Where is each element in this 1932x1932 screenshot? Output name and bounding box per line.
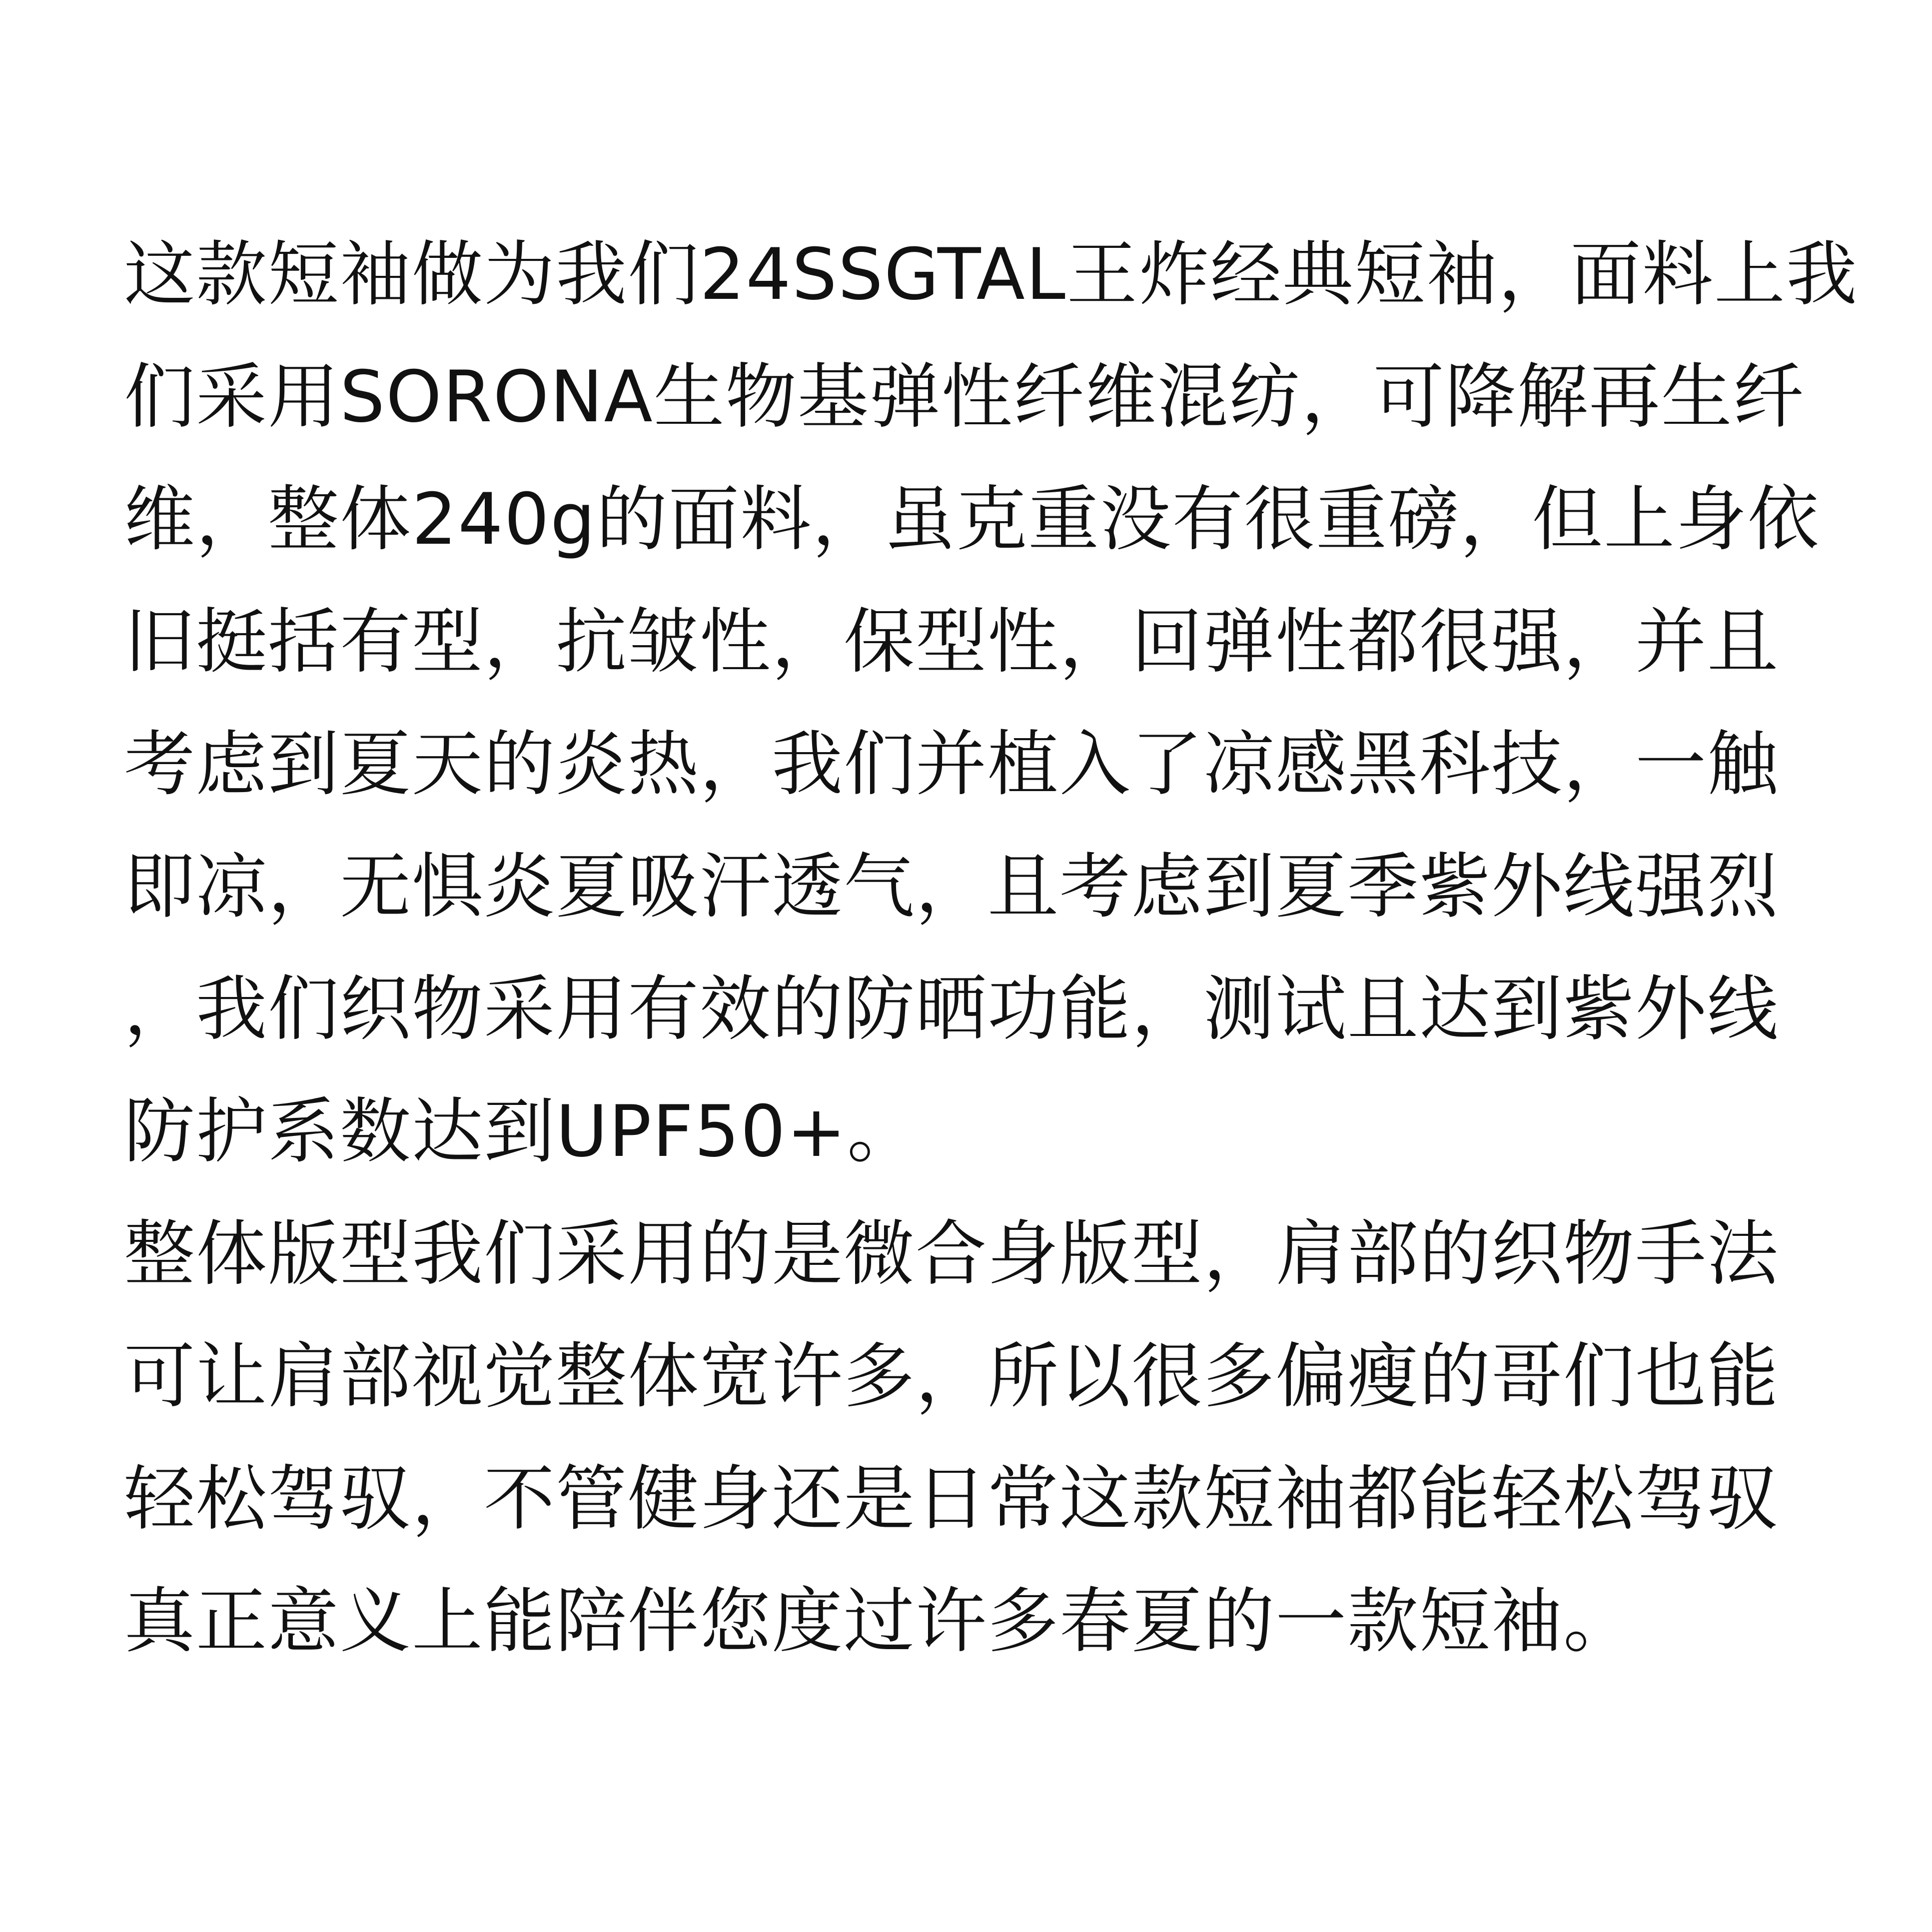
description-line-10: 可让肩部视觉整体宽许多，所以很多偏瘦的哥们也能 <box>124 1335 1779 1418</box>
description-line-3: 维，整体240g的面料，虽克重没有很重磅，但上身依 <box>124 478 1820 561</box>
description-line-2: 们采用SORONA生物基弹性纤维混纺，可降解再生纤 <box>124 356 1805 438</box>
description-line-5: 考虑到夏天的炎热，我们并植入了凉感黑科技，一触 <box>124 723 1779 806</box>
description-line-11: 轻松驾驭，不管健身还是日常这款短袖都能轻松驾驭 <box>124 1458 1779 1540</box>
description-line-9: 整体版型我们采用的是微合身版型，肩部的织物手法 <box>124 1213 1779 1295</box>
description-line-7: ，我们织物采用有效的防晒功能，测试且达到紫外线 <box>124 968 1779 1050</box>
description-line-8: 防护系数达到UPF50+。 <box>124 1090 919 1173</box>
description-line-4: 旧挺括有型，抗皱性，保型性，回弹性都很强，并且 <box>124 601 1779 683</box>
description-line-1: 这款短袖做为我们24SSGTAL王炸经典短袖，面料上我 <box>124 233 1858 316</box>
description-line-6: 即凉，无惧炎夏吸汗透气，且考虑到夏季紫外线强烈 <box>124 846 1779 928</box>
description-line-12: 真正意义上能陪伴您度过许多春夏的一款短袖。 <box>124 1580 1635 1663</box>
